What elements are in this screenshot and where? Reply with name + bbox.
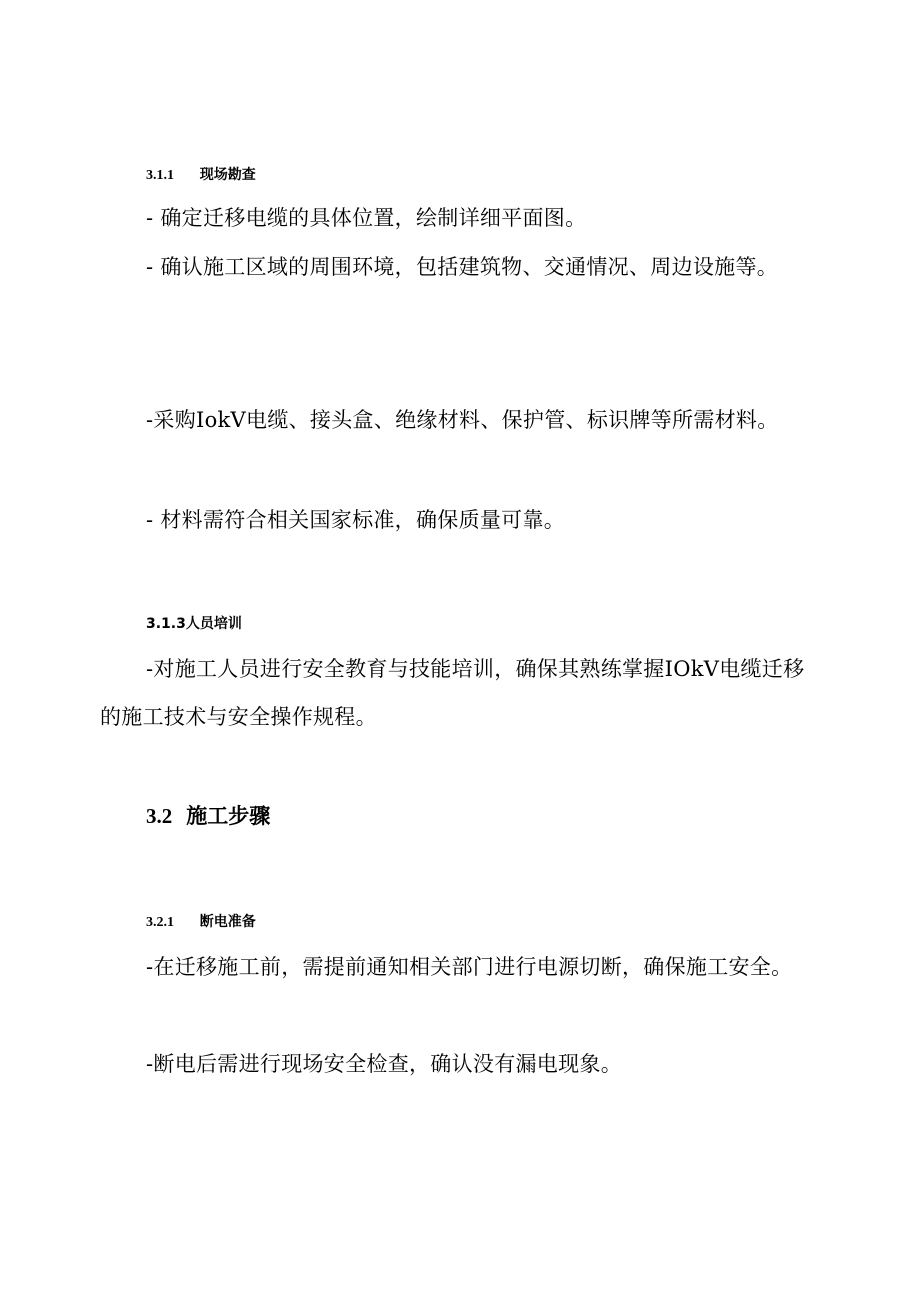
paragraph: -断电后需进行现场安全检查，确认没有漏电现象。	[146, 1052, 622, 1076]
paragraph: -采购IokV电缆、接头盒、绝缘材料、保护管、标识牌等所需材料。	[146, 408, 779, 432]
heading-3-1-1	[146, 164, 256, 184]
heading-number: 3.2.1	[146, 915, 174, 930]
heading-title: 施工步骤	[186, 804, 271, 828]
paragraph: -在迁移施工前，需提前通知相关部门进行电源切断，确保施工安全。	[146, 955, 793, 979]
heading-3-2	[146, 800, 270, 830]
heading-3-1-3: 3.1.3人员培训	[146, 616, 242, 632]
heading-number: 3.1.1	[146, 168, 174, 183]
paragraph: - 确认施工区域的周围环境，包括建筑物、交通情况、周边设施等。	[146, 255, 779, 279]
paragraph: - 确定迁移电缆的具体位置，绘制详细平面图。	[146, 206, 587, 230]
heading-3-2-1	[146, 911, 256, 931]
heading-title: 断电准备	[199, 914, 256, 930]
heading-number: 3.2	[146, 804, 173, 828]
paragraph: -对施工人员进行安全教育与技能培训，确保其熟练掌握IOkV电缆迁移的施工技术与安全操作规程。	[100, 657, 805, 729]
heading-title: 现场勘查	[199, 167, 256, 183]
paragraph: - 材料需符合相关国家标准，确保质量可靠。	[146, 508, 566, 532]
